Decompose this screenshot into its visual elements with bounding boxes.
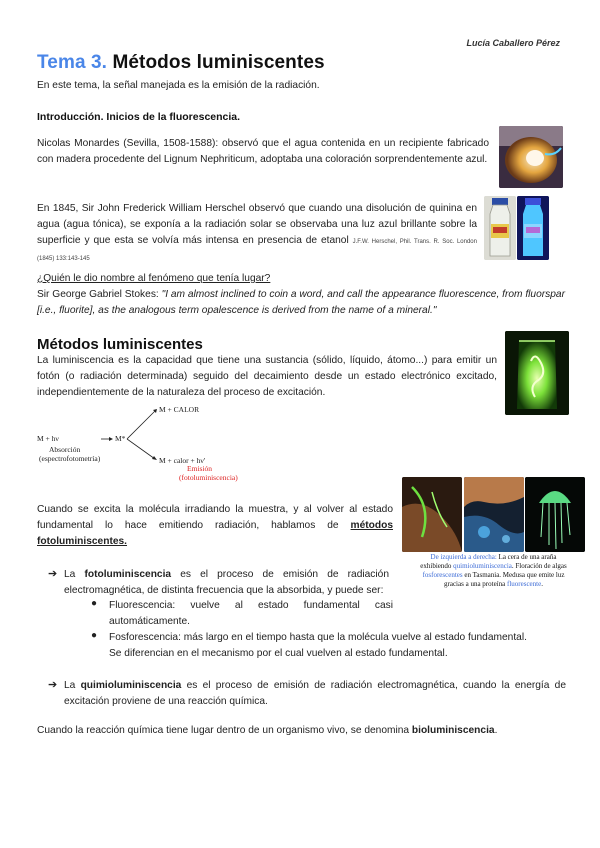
caption-l4a: gracias a una proteína (444, 580, 507, 588)
bullet-photoluminescence (64, 567, 389, 599)
diagram-top-branch: M + CALOR (159, 405, 200, 414)
section-heading-methods: Métodos luminiscentes (37, 336, 203, 353)
spider-web-photo (402, 477, 462, 552)
photos-caption (402, 553, 585, 589)
reaction-diagram (37, 403, 267, 483)
diagram-espectrofotometria: (espectrofotometría) (39, 454, 101, 463)
title-number: Tema 3. (37, 52, 108, 73)
bullet2-a: La (64, 680, 81, 691)
bullet1-b: fotoluminiscencia (84, 569, 172, 580)
diagram-absorcion: Absorción (49, 445, 81, 454)
glowing-beaker-photo (505, 331, 569, 415)
caption-l1a: De izquierda a derecha: (430, 553, 497, 561)
question-line: ¿Quién le dio nombre al fenómeno que tenía lugar? (37, 273, 271, 284)
stokes-quote (37, 287, 565, 319)
caption-l1b: La cera de una araña (496, 553, 557, 561)
closing-b: bioluminiscencia (411, 725, 495, 736)
caption-l4c: . (541, 580, 543, 588)
diagram-emision: Emisión (187, 464, 213, 473)
tonic-water-daylight-photo (484, 196, 516, 260)
intro-line: En este tema, la señal manejada es la emisión de la radiación. (37, 80, 320, 91)
caption-l4b: fluorescente (507, 580, 542, 588)
jellyfish-photo (525, 477, 585, 552)
algae-bloom-photo (464, 477, 524, 552)
paragraph-monardes: Nicolas Monardes (Sevilla, 1508-1588): observó que el agua contenida en un recipiente fabricado con madera procedente del Lignum Nephriticum, adoptaba una coloración sorprendentemente azul. (37, 138, 489, 165)
author-name: Lucía Caballero Pérez (466, 38, 560, 48)
photolum-link-text: métodos fotoluminiscentes. (37, 520, 393, 547)
paragraph-luminescence: La luminiscencia es la capacidad que tiene una sustancia (sólido, líquido, átomo...) para emitir un fotón (o radiación determinada) seguido del decaimiento desde un estado electrónico excitado, independientemente de la naturaleza del proceso de excitación. (37, 355, 497, 398)
diagram-m-star: M* (115, 434, 126, 443)
bullet1-c: es el proceso de emisión de radiación electromagnética, de distinta frecuencia que la absorbida, y puede ser: (64, 569, 389, 596)
closing-line (37, 723, 567, 739)
stokes-quote-text: "I am almost inclined to coin a word, and call the appearance fluorescence, from fluorspar [i.e., fluorite], as the analogous term opalescence is derived from the name of a mineral." (37, 289, 565, 316)
sub-difference: Se diferencian en el mecanismo por el cual vuelven al estado fundamental. (109, 648, 448, 659)
photolum-text: Cuando se excita la molécula irradiando la muestra, y al volver al estado fundamental lo hace emitiendo radiación, hablamos de (37, 504, 393, 531)
sub-phosphorescence: Fosforescencia: más largo en el tiempo hasta que la molécula vuelve al estado fundamental. (109, 632, 527, 643)
page-title (37, 52, 325, 74)
dot-bullet-icon: ● (91, 598, 98, 609)
sub-fluorescence: Fluorescencia: vuelve al estado fundamental casi automáticamente. (109, 600, 393, 627)
stokes-intro: Sir George Gabriel Stokes: (37, 289, 162, 300)
arrow-bullet-icon: ➔ (48, 568, 58, 580)
bullet2-c: es el proceso de emisión de radiación electromagnética, cuando la energía de excitación proviene de una reacción química. (64, 680, 566, 707)
diagram-m-hv: M + hν (37, 434, 59, 443)
arrow-bullet-icon: ➔ (48, 679, 58, 691)
caption-l2b: quimioluminiscencia (453, 562, 512, 570)
paragraph-photoluminescent (37, 502, 393, 550)
dot-bullet-icon: ● (91, 630, 98, 641)
bullet2-b: quimioluminiscencia (80, 680, 182, 691)
lignum-nephriticum-photo (499, 126, 563, 188)
diagram-bottom-branch: M + calor + hν' (159, 456, 206, 465)
diagram-fotoluminiscencia: (fotoluminiscencia) (179, 473, 238, 482)
tonic-water-uv-photo (517, 196, 549, 260)
section-heading-intro: Introducción. Inicios de la fluorescencia. (37, 111, 241, 123)
bullet-chemiluminescence (64, 678, 566, 710)
caption-l2c: . Floración de algas (511, 562, 567, 570)
bullet1-a: La (64, 569, 85, 580)
herschel-reference: J.F.W. Herschel, Phil. Trans. R. Soc. London (1845) 133:143-145 (37, 239, 477, 262)
closing-c: . (494, 725, 498, 736)
paragraph-herschel (37, 201, 477, 267)
caption-l3a: fosforescentes (422, 571, 463, 579)
caption-l3b: en Tasmania. Medusa que emite luz (462, 571, 565, 579)
title-text: Métodos luminiscentes (112, 52, 325, 73)
herschel-text: En 1845, Sir John Frederick William Herschel observó que cuando una disolución de quinina en agua (agua tónica), se exponía a la radiación solar se observaba una luz azul brillante sobre la superficie y que esta se volvía más intensa en presencia de etanol (37, 203, 477, 246)
closing-a: Cuando la reacción química tiene lugar dentro de un organismo vivo, se denomina (37, 725, 412, 736)
caption-l2a: exhibiendo (420, 562, 454, 570)
